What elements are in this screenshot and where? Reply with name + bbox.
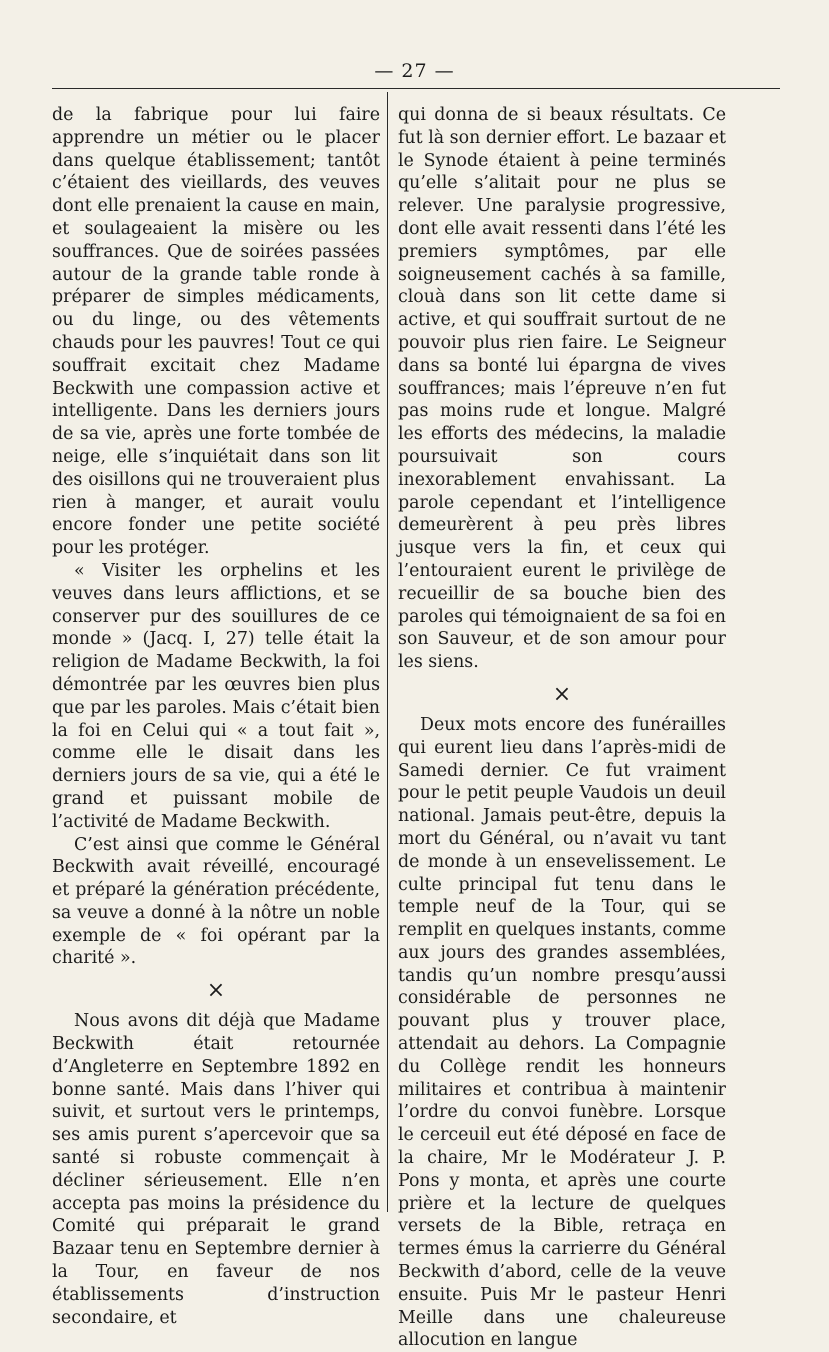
left-paragraph-1: de la fabrique pour lui faire apprendre un métier ou le placer dans quelque établissement; tantôt c’étaient des vieillards, des veuves dont elle prenaient la cause en main, et soulageaient la misère ou les souffrances. Que de soirées passées autour de la grande table ronde à préparer de simples médicaments, ou du linge, ou des vêtements chauds pour les pauvres! Tout ce qui souffrait excitait chez Madame Beckwith une compassion active et intelligente. Dans les derniers jours de sa vie, après une forte tombée de neige, elle s’inquiétait dans son lit des oisillons qui ne trouveraient plus rien à manger, et aurait voulu encore fonder une petite société pour les protéger. [52,105,380,559]
left-column [52,104,380,1329]
left-section-separator: × [206,978,226,1004]
left-paragraph-4: Nous avons dit déjà que Madame Beckwith était retournée d’Angleterre en Septembre 1892 en bonne santé. Mais dans l’hiver qui suivit, et surtout vers le printemps, ses amis purent s’apercevoir que sa santé si robuste commençait à décliner sérieusement. Elle n’en accepta pas moins la présidence du Comité qui préparait le grand Bazaar tenu en Septembre dernier à la Tour, en faveur de nos établissements d’instruction secondaire, et [52,1011,380,1328]
right-paragraph-1: qui donna de si beaux résultats. Ce fut là son dernier effort. Le bazaar et le Synode étaient à peine terminés qu’elle s’alitait pour ne plus se relever. Une paralysie progressive, dont elle avait ressenti dans l’été les premiers symptômes, par elle soigneusement cachés à sa famille, clouà dans son lit cette dame si active, et qui souffrait surtout de ne pouvoir plus rien faire. Le Seigneur dans sa bonté lui épargna de vives souffrances; mais l’épreuve n’en fut pas moins rude et longue. Malgré les efforts des médecins, la maladie poursuivait son cours inexorablement envahissant. La parole cependant et l’intelligence demeurèrent à peu près libres jusque vers la fin, et ceux qui l’entouraient eurent le privilège de recueillir de sa bouche bien des paroles qui témoignaient de sa foi en son Sauveur, et de son amour pour les siens. [398,105,726,673]
page-number: — 27 — [374,60,455,82]
column-divider [387,92,388,1212]
right-column [398,104,726,1352]
right-section-separator: × [552,681,572,707]
header-rule [52,88,780,89]
left-paragraph-3: C’est ainsi que comme le Général Beckwith avait réveillé, encouragé et préparé la génération précédente, sa veuve a donné à la nôtre un noble exemple de « foi opérant par la charité ». [52,834,380,969]
left-paragraph-2: « Visiter les orphelins et les veuves dans leurs afflictions, et se conserver pur des souillures de ce monde » (Jacq. I, 27) telle était la religion de Madame Beckwith, la foi démontrée par les œuvres bien plus que par les paroles. Mais c’était bien la foi en Celui qui « a tout fait », comme elle le disait dans les derniers jours de sa vie, qui a été le grand et puissant mobile de l’activité de Madame Beckwith. [52,560,380,832]
right-paragraph-2: Deux mots encore des funérailles qui eurent lieu dans l’après-midi de Samedi dernier. Ce fut vraiment pour le petit peuple Vaudois un deuil national. Jamais peut-être, depuis la mort du Général, ou n’avait vu tant de monde à un ensevelissement. Le culte principal fut tenu dans le temple neuf de la Tour, qui se remplit en quelques instants, comme aux jours des grandes assemblées, tandis qu’un nombre presqu’aussi considérable de personnes ne pouvant plus y trouver place, attendait au dehors. La Compagnie du Collège rendit les honneurs militaires et contribua à maintenir l’ordre du convoi funèbre. Lorsque le cerceuil eut été déposé en face de la chaire, Mr le Modérateur J. P. Pons y monta, et après une courte prière et la lecture de quelques versets de la Bible, retraça en termes émus la carrierre du Général Beckwith d’abord, celle de la veuve ensuite. Puis Mr le pasteur Henri Meille dans une chaleureuse allocution en langue [398,714,726,1351]
